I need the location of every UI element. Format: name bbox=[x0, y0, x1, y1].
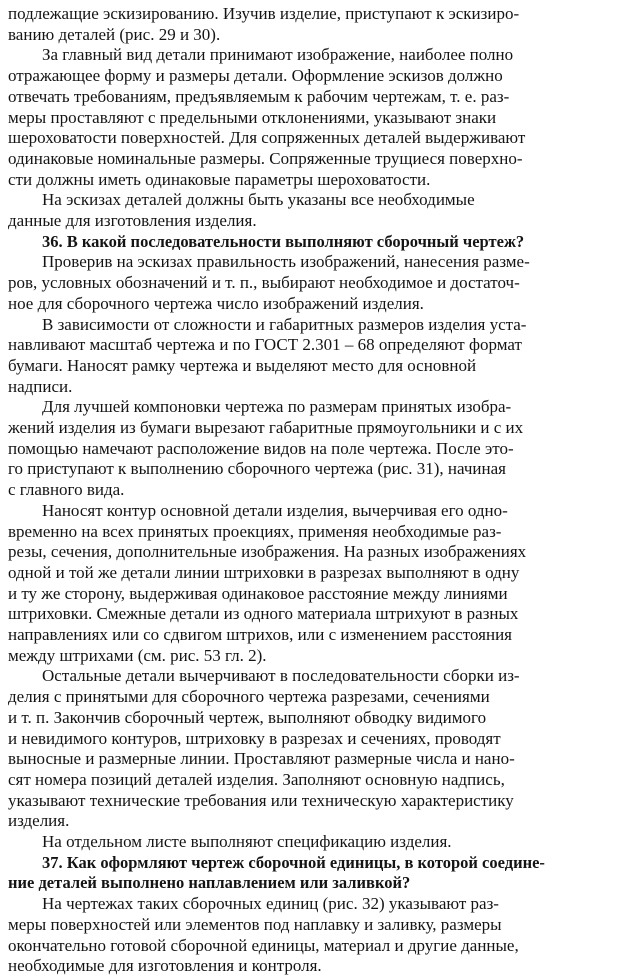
text-line: изделия. bbox=[8, 811, 70, 831]
text-line: жений изделия из бумаги вырезают габаритные прямоугольники и с их bbox=[8, 418, 524, 437]
text-line: надписи. bbox=[8, 376, 73, 396]
text-line: сти должны иметь одинаковые параметры шероховатости. bbox=[8, 169, 431, 189]
text-line: На эскизах деталей должны быть указаны все необходимые bbox=[42, 190, 475, 210]
text-line: На отдельном листе выполняют спецификацию изделия. bbox=[42, 832, 452, 851]
text-line: меры проставляют с предельными отклонениями, указывают знаки bbox=[8, 107, 497, 127]
text-line: отвечать требованиям, предъявляемым к рабочим чертежам, т. е. раз- bbox=[8, 86, 510, 106]
text-line: окончательно готовой сборочной единицы, материал и другие данные, bbox=[8, 935, 519, 955]
text-line: помощью намечают расположение видов на поле чертежа. После это- bbox=[8, 438, 514, 458]
section-heading-line: ние деталей выполнено наплавлением или заливкой? bbox=[8, 873, 411, 893]
text-line: одной и той же детали линии штриховки в разрезах выполняют в одну bbox=[8, 562, 520, 582]
text-line: ров, условных обозначений и т. п., выбирают необходимое и достаточ- bbox=[8, 273, 520, 293]
text-line: резы, сечения, дополнительные изображения. На разных изображениях bbox=[8, 542, 527, 562]
section-heading-line: 37. Как оформляют чертеж сборочной единицы, в которой соедине- bbox=[42, 852, 545, 872]
text-line: За главный вид детали принимают изображение, наиболее полно bbox=[42, 45, 514, 65]
text-line: навливают масштаб чертежа и по ГОСТ 2.301 – 68 определяют формат bbox=[8, 335, 522, 355]
text-line: и т. п. Закончив сборочный чертеж, выполняют обводку видимого bbox=[8, 707, 487, 727]
text-line: сят номера позиций деталей изделия. Заполняют основную надпись, bbox=[8, 769, 505, 789]
text-line: Проверив на эскизах правильность изображений, нанесения разме- bbox=[42, 252, 530, 272]
document-page bbox=[8, 2, 624, 976]
text-line: между штрихами (см. рис. 53 гл. 2). bbox=[8, 645, 267, 665]
text-line: шероховатости поверхностей. Для сопряженных деталей выдерживают bbox=[8, 128, 526, 148]
text-line: ное для сборочного чертежа число изображений изделия. bbox=[8, 293, 424, 313]
text-line: В зависимости от сложности и габаритных размеров изделия уста- bbox=[42, 314, 527, 334]
text-line: подлежащие эскизированию. Изучив изделие, приступают к эскизиро- bbox=[8, 4, 520, 23]
text-line: отражающее форму и размеры детали. Оформление эскизов должно bbox=[8, 66, 503, 86]
text-line: данные для изготовления изделия. bbox=[8, 211, 257, 230]
section-heading-line: 36. В какой последовательности выполняют сборочный чертеж? bbox=[42, 231, 525, 251]
text-line: и невидимого контуров, штриховку в разрезах и сечениях, проводят bbox=[8, 728, 501, 748]
text-line: и ту же сторону, выдерживая одинаковое расстояние между линиями bbox=[8, 583, 508, 603]
text-line: меры поверхностей или элементов под наплавку и заливку, размеры bbox=[8, 914, 502, 934]
text-line: го приступают к выполнению сборочного чертежа (рис. 31), начиная bbox=[8, 459, 506, 479]
text-line: Остальные детали вычерчивают в последовательности сборки из- bbox=[42, 666, 520, 686]
text-line: делия с принятыми для сборочного чертежа разрезами, сечениями bbox=[8, 687, 490, 707]
text-line: штриховки. Смежные детали из одного материала штрихуют в разных bbox=[8, 604, 519, 624]
text-line: выносные и размерные линии. Проставляют размерные числа и нано- bbox=[8, 749, 515, 769]
text-line: направлениях или со сдвигом штрихов, или с изменением расстояния bbox=[8, 625, 512, 644]
text-line: одинаковые номинальные размеры. Сопряженные трущиеся поверхно- bbox=[8, 148, 523, 168]
text-line: На чертежах таких сборочных единиц (рис. 32) указывают раз- bbox=[42, 894, 499, 914]
text-line: Для лучшей компоновки чертежа по размерам принятых изобра- bbox=[42, 397, 512, 417]
text-line: необходимые для изготовления и контроля. bbox=[8, 956, 322, 976]
text-line: ванию деталей (рис. 29 и 30). bbox=[8, 24, 221, 44]
text-line: временно на всех принятых проекциях, применяя необходимые раз- bbox=[8, 521, 502, 541]
text-line: Наносят контур основной детали изделия, вычерчивая его одно- bbox=[42, 500, 508, 520]
text-line: указывают технические требования или техническую характеристику bbox=[8, 790, 514, 810]
text-line: с главного вида. bbox=[8, 480, 125, 500]
text-line: бумаги. Наносят рамку чертежа и выделяют место для основной bbox=[8, 355, 477, 375]
